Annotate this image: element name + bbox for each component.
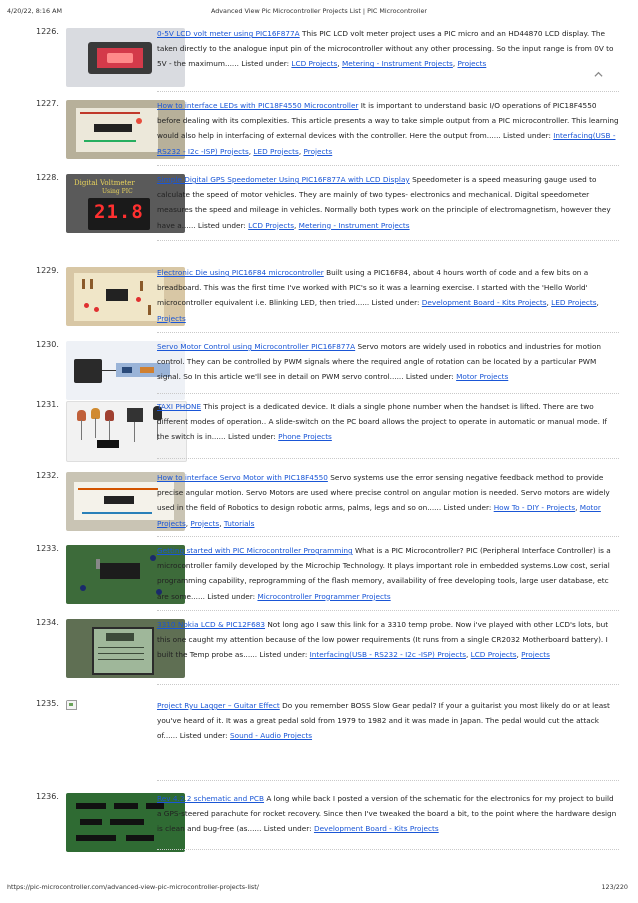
thumbnail-digits: 21.8 bbox=[94, 201, 144, 223]
entry-text: Simple Digital GPS Speedometer Using PIC16F877A with LCD Display Speedometer is a speed measuring gauge used to calculate the speed of motor vehicles. They are mainly of two types- electronics and mechanical. Digital speedometer measures the speed and mileage in vehicles. Normally both types work on the principle of electromagnetism, however they have a...... Listed under: LCD Projects, Metering - Instrument Projects bbox=[157, 175, 611, 230]
category-link[interactable]: Interfacing(USB - RS232 - I2c -ISP) Projects bbox=[157, 131, 616, 156]
category-link[interactable]: Projects bbox=[303, 146, 333, 156]
entry-number: 1234. bbox=[36, 618, 59, 627]
category-link[interactable]: Development Board - Kits Projects bbox=[421, 298, 547, 308]
print-page-title: Advanced View Pic Microcontroller Projects List | PIC Microcontroller bbox=[210, 7, 428, 15]
entry-text: Electronic Die using PIC16F84 microcontroller Built using a PIC16F84, about 4 hours worth of code and a few bits on a breadboard. This was the first time I've worked with PIC's so it was a learning exercise. I started with the 'Hello World' microcontroller equivalent i.e. Blinking LED, then tried...... Listed under: Development Board - Kits Projects, LED Projects, Projects bbox=[157, 268, 599, 323]
entry-text: How to interface Servo Motor with PIC18F4550 Servo systems use the error sensing negative feedback method to provide precise angular motion. Servo Motors are used where precise control on angular motion is needed. Servo motors are widely used in the field of Robotics to design robotic arms, palms, legs and so on...... Listed under: How To - DIY - Projects, Motor Projects, Projects, Tutorials bbox=[157, 473, 610, 528]
project-title-link[interactable]: TAXI PHONE bbox=[157, 402, 202, 411]
entry-divider bbox=[157, 780, 619, 781]
project-title-link[interactable]: Rev 4.2.2 schematic and PCB bbox=[157, 794, 265, 803]
thumbnail-caption: Using PIC bbox=[102, 188, 133, 195]
category-link[interactable]: Metering - Instrument Projects bbox=[298, 220, 410, 230]
entry-text bbox=[157, 339, 620, 385]
category-link[interactable]: LCD Projects bbox=[470, 650, 517, 660]
entry-number: 1232. bbox=[36, 471, 59, 480]
category-link[interactable]: Interfacing(USB - RS232 - I2c -ISP) Projects bbox=[309, 650, 466, 660]
entry-text bbox=[157, 399, 620, 445]
entry-divider bbox=[157, 849, 619, 850]
project-description: Not long ago I saw this link for a 3310 temp probe. Now i've played with other LCD's lots, but this one caught my attention because of the low power requirements (It runs from a single CR2032 Motherboard battery). I built the Temp probe as...... Listed under: bbox=[157, 620, 609, 660]
entry-divider bbox=[157, 165, 619, 166]
entry-text: 3310 Nokia LCD & PIC12F683 Not long ago I saw this link for a 3310 temp probe. Now i've played with other LCD's lots, but this one caught my attention because of the low power requirements (It runs from a single CR2032 Motherboard battery). I built the Temp probe as...... Listed under: Interfacing(USB - RS232 - I2c -ISP) Projects, LCD Projects, Projects bbox=[157, 620, 609, 660]
project-title-link[interactable]: Getting started with PIC Microcontroller Programming bbox=[157, 546, 353, 555]
print-header bbox=[0, 7, 638, 19]
entry-number: 1226. bbox=[36, 27, 59, 36]
project-title-link[interactable]: How to interface Servo Motor with PIC18F4550 bbox=[157, 473, 328, 482]
category-link[interactable]: How To - DIY - Projects bbox=[493, 503, 576, 513]
project-description: Speedometer is a speed measuring gauge used to calculate the speed of motor vehicles. They are mainly of two types- electronics and mechanical. Digital speedometer measures the speed and mileage in vehicles. Normally both types work on the principle of electromagnetism, however they have a...... Listed under: bbox=[157, 175, 611, 230]
entry-divider bbox=[157, 240, 619, 241]
entry-number: 1230. bbox=[36, 340, 59, 349]
category-link[interactable]: Projects bbox=[457, 59, 487, 69]
project-title-link[interactable]: Electronic Die using PIC16F84 microcontroller bbox=[157, 268, 324, 277]
project-title-link[interactable]: Servo Motor Control using Microcontroller PIC16F877A bbox=[157, 342, 356, 351]
category-link[interactable]: LED Projects bbox=[253, 146, 299, 156]
chevron-up-icon[interactable] bbox=[594, 70, 603, 79]
project-title-link[interactable]: 3310 Nokia LCD & PIC12F683 bbox=[157, 620, 266, 629]
entry-text bbox=[157, 698, 620, 744]
category-link[interactable]: Tutorials bbox=[223, 518, 255, 528]
entry-text bbox=[157, 791, 620, 837]
project-title-link[interactable]: How to interface LEDs with PIC18F4550 Microcontroller bbox=[157, 101, 359, 110]
category-link[interactable]: Projects bbox=[190, 518, 220, 528]
thumbnail-caption: Digital Voltmeter bbox=[74, 179, 135, 187]
project-description: A long while back I posted a version of the schematic for the electronics for my project to build a GPS-steered parachute for rocket recovery. Since then I've tweaked the board a bit, to the point where the hardware design is clean and bug-free (as...... Listed under: bbox=[157, 794, 617, 834]
category-link[interactable]: Motor Projects bbox=[157, 503, 601, 528]
category-link[interactable]: LED Projects bbox=[551, 298, 597, 308]
entry-text: How to interface LEDs with PIC18F4550 Microcontroller It is important to understand basic I/O operations of PIC18F4550 before dealing with its complexities. This article presents a way to take simple output from a PIC microcontroller. This learning would also help in interfacing of external devices with the controller. Here the output from...... Listed under: Interfacing(USB - RS232 - I2c -ISP) Projects, LED Projects, Projects bbox=[157, 101, 619, 156]
entry-number: 1233. bbox=[36, 544, 59, 553]
entry-text: 0-5V LCD volt meter using PIC16F877A This PIC LCD volt meter project uses a PIC micro and an HD44870 LCD display. The taken directly to the analogue input pin of the microcontroller without any other processing. So the input range is from 0V to 5V - the maximum...... Listed under: LCD Projects, Metering - Instrument Projects, Projects bbox=[157, 29, 614, 69]
project-description: This project is a dedicated device. It dials a single phone number when the handset is lifted. There are two different modes of operation.. A slide-switch on the PC board allows the project to operate in automatic or manual mode. If the switch is in...... Listed under: bbox=[157, 402, 607, 442]
category-link[interactable]: Projects bbox=[521, 650, 550, 660]
project-description: Servo systems use the error sensing negative feedback method to provide precise angular motion. Servo Motors are used where precise control on angular motion is needed. Servo motors are widely used in the field of Robotics to design robotic arms, palms, legs and so on...... Listed under: bbox=[157, 473, 610, 513]
entry-divider bbox=[157, 393, 619, 394]
category-link[interactable]: Development Board - Kits Projects bbox=[313, 824, 439, 834]
entry-number: 1229. bbox=[36, 266, 59, 275]
category-link[interactable]: Phone Projects bbox=[278, 432, 332, 442]
project-description: Built using a PIC16F84, about 4 hours worth of code and a few bits on a breadboard. This was the first time I've worked with PIC's so it was a learning exercise. I started with the 'Hello World' microcontroller equivalent i.e. Blinking LED, then tried...... Listed under: bbox=[157, 268, 589, 308]
category-link[interactable]: Sound - Audio Projects bbox=[229, 731, 313, 741]
project-title-link[interactable]: Project Ryu Lagger – Guitar Effect bbox=[157, 701, 280, 710]
category-link[interactable]: Projects bbox=[157, 313, 186, 323]
entry-divider bbox=[157, 458, 619, 459]
entry-divider bbox=[157, 610, 619, 611]
entry-text bbox=[157, 543, 620, 604]
entry-number: 1227. bbox=[36, 99, 59, 108]
page-number: 123/220 bbox=[601, 883, 628, 891]
entry-number: 1235. bbox=[36, 699, 59, 708]
category-link[interactable]: Metering - Instrument Projects bbox=[341, 59, 453, 69]
entry-divider bbox=[157, 332, 619, 333]
project-description: Do you remember BOSS Slow Gear pedal? If your a guitarist you most likely do or at least you've heard of it. It was a great pedal sold from 1979 to 1982 and it was made in Japan. The pedal would cut the attack of...... Listed under: bbox=[157, 701, 610, 741]
entry-number: 1236. bbox=[36, 792, 59, 801]
print-footer bbox=[0, 883, 638, 895]
category-link[interactable]: Motor Projects bbox=[456, 372, 509, 382]
category-link[interactable]: LCD Projects bbox=[248, 220, 295, 230]
project-description: It is important to understand basic I/O operations of PIC18F4550 before dealing with its complexities. This article presents a way to take simple output from a PIC microcontroller. This learning would also help in interfacing of external devices with the controller. Here the output from...... Listed under: bbox=[157, 101, 619, 141]
project-description: What is a PIC Microcontroller? PIC (Peripheral Interface Controller) is a microcontroller family developed by the Microchip Technology. It plays important role in embedded systems.Low cost, serial programming capability, reprogramming of the flash memory, availability of free developing tools, large user database, etc are some...... Listed under: bbox=[157, 546, 611, 601]
entry-divider bbox=[157, 684, 619, 685]
project-title-link[interactable]: Simple Digital GPS Speedometer Using PIC16F877A with LCD Display bbox=[157, 175, 410, 184]
entry-number: 1228. bbox=[36, 173, 59, 182]
project-title-link[interactable]: 0-5V LCD volt meter using PIC16F877A bbox=[157, 29, 300, 38]
entry-divider bbox=[157, 91, 619, 92]
page-url: https://pic-microcontroller.com/advanced-view-pic-microcontroller-projects-list/ bbox=[7, 883, 259, 891]
print-datetime: 4/20/22, 8:16 AM bbox=[7, 7, 62, 15]
category-link[interactable]: LCD Projects bbox=[291, 59, 338, 69]
entry-number: 1231. bbox=[36, 400, 59, 409]
entry-divider bbox=[157, 536, 619, 537]
broken-image-icon bbox=[66, 700, 77, 710]
project-description: Servo motors are widely used in robotics and industries for motion control. They can be controlled by PWM signals where the required angle of rotation can be located by a particular PWM signal. So In this article we'll see in detail on PWM servo control...... Listed under: bbox=[157, 342, 602, 382]
project-description: This PIC LCD volt meter project uses a PIC micro and an HD44870 LCD display. The taken directly to the analogue input pin of the microcontroller without any other processing. So the input range is from 0V to 5V - the maximum...... Listed under: bbox=[157, 29, 614, 69]
category-link[interactable]: Microcontroller Programmer Projects bbox=[257, 591, 391, 601]
